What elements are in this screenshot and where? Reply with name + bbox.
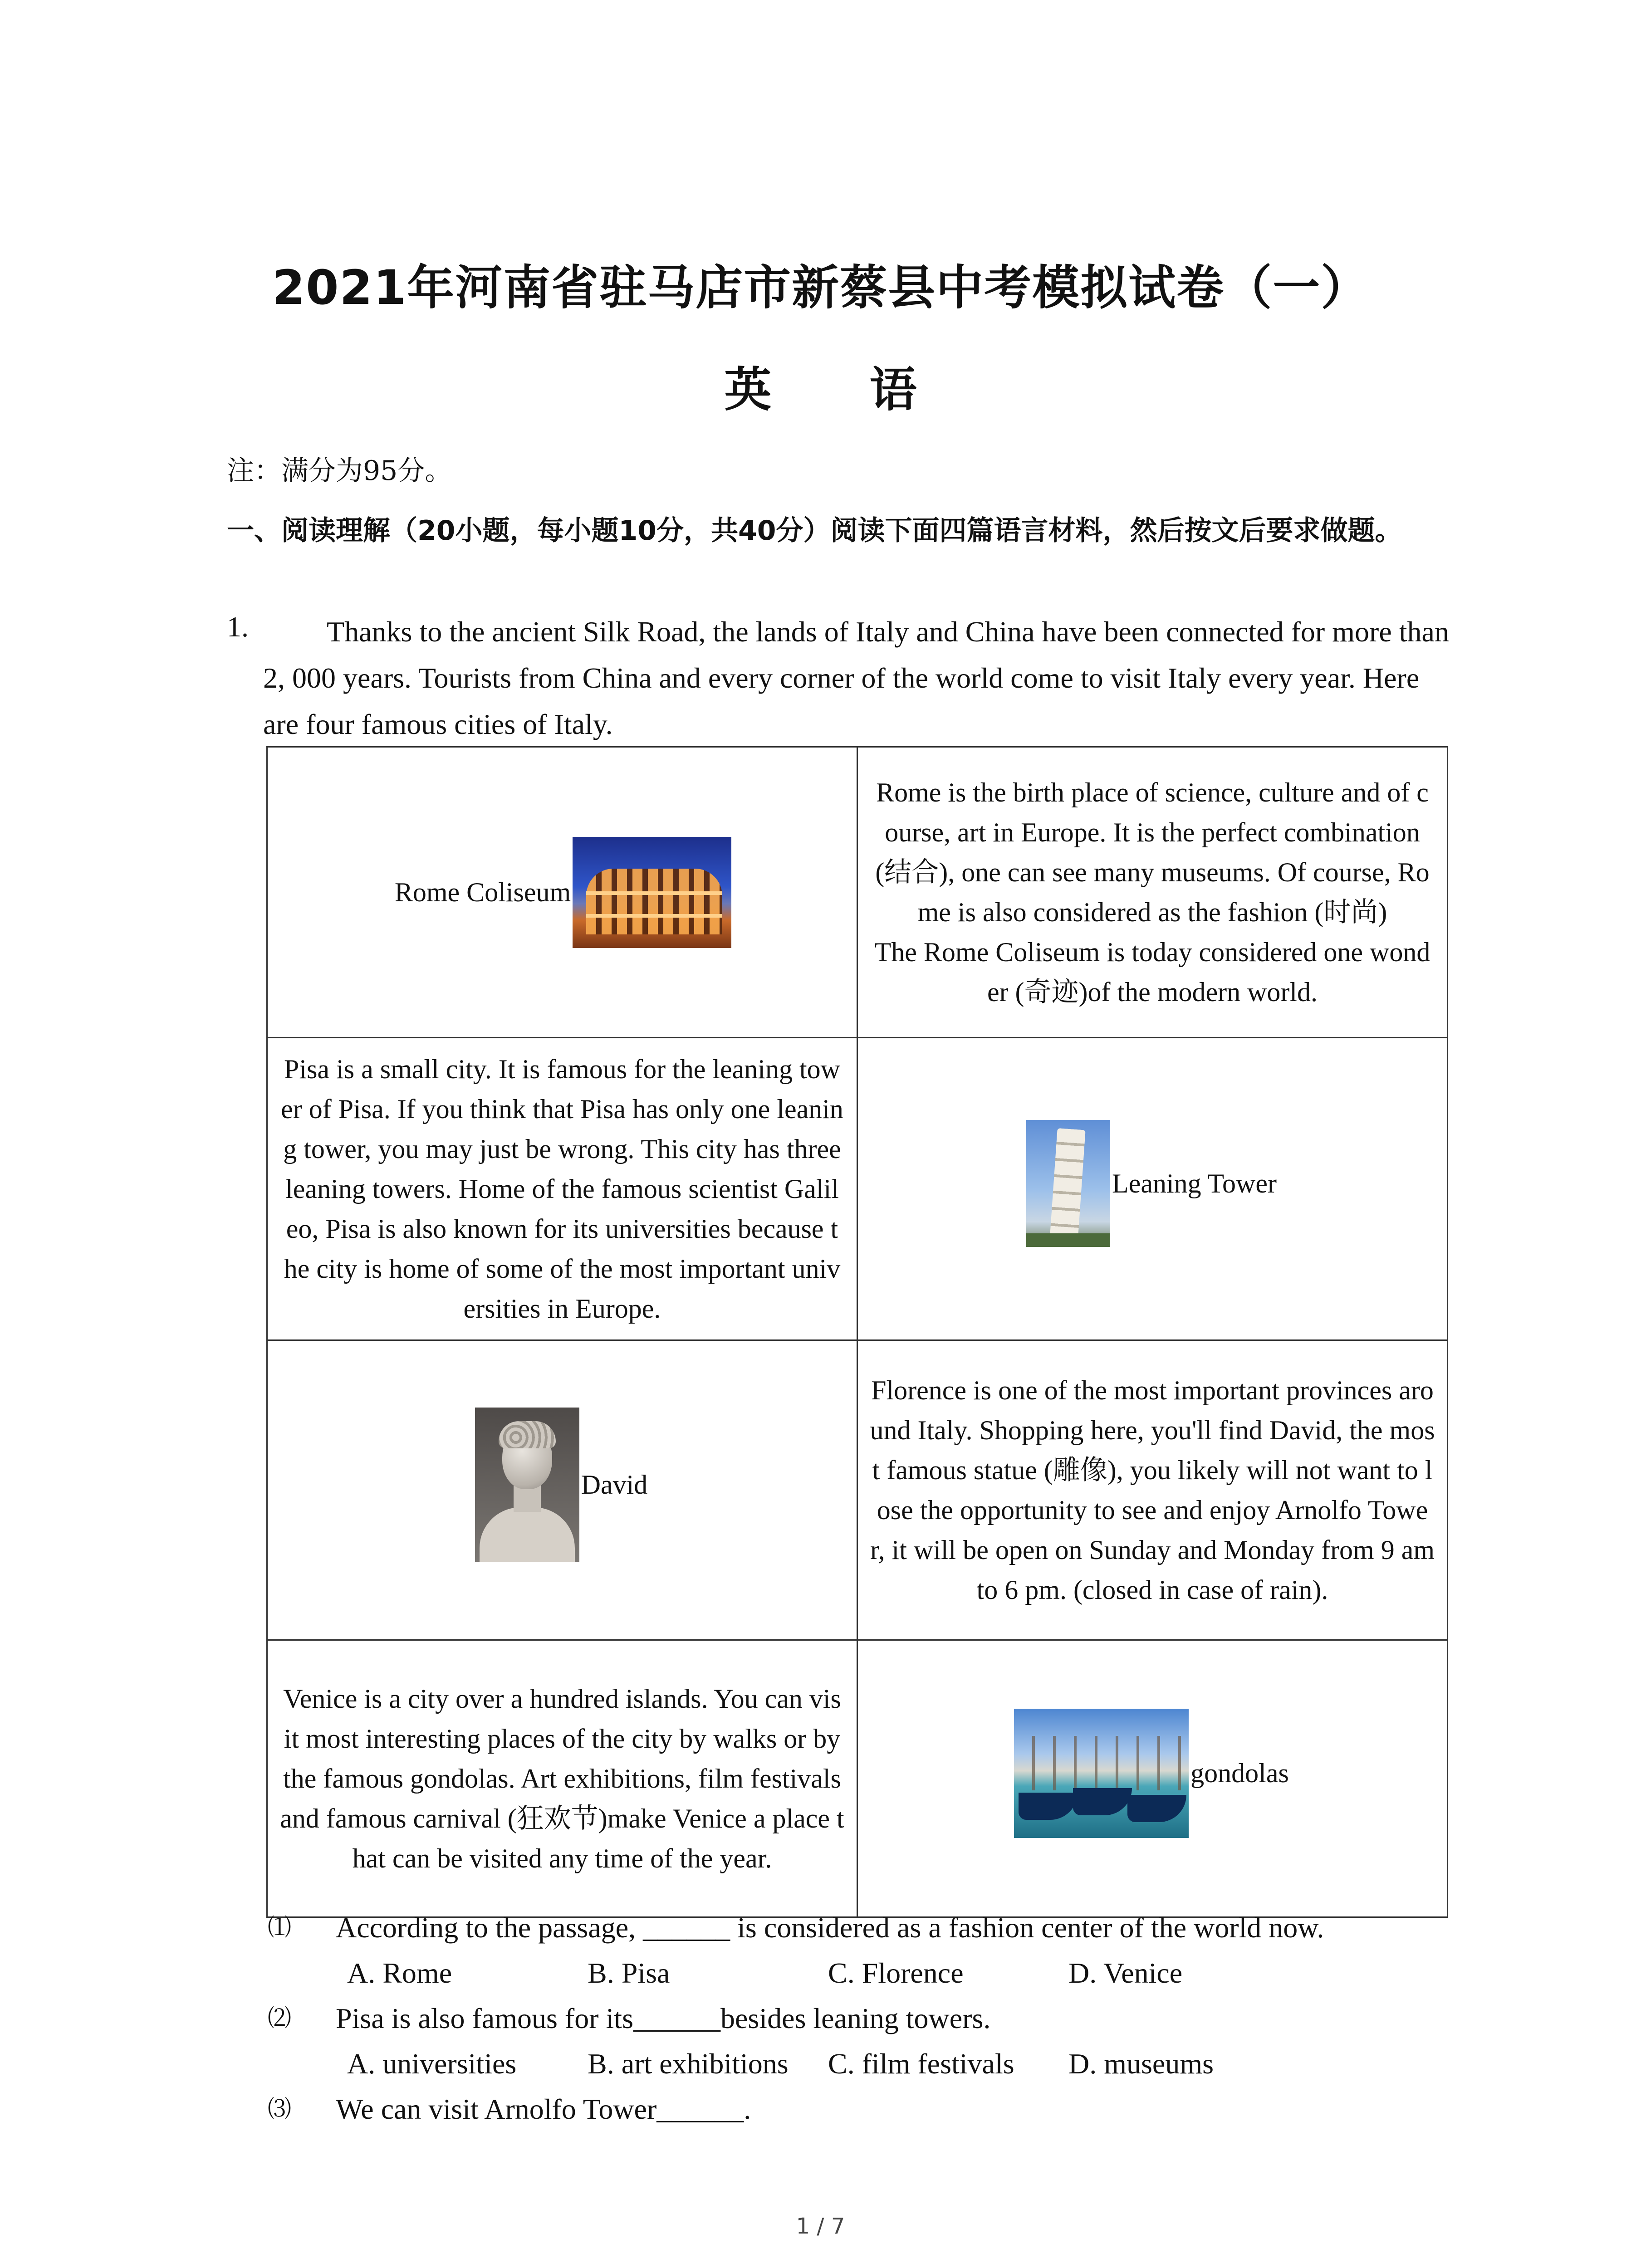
option-b: B. Pisa [588, 1957, 670, 1989]
exam-subject: 英 语 [724, 362, 958, 417]
passage-intro: Thanks to the ancient Silk Road, the lands of Italy and China have been connected for more than 2, 000 years. Tourists from China and every corner of the world come to visit Italy every year. Here are four famous cities of Italy. [263, 616, 1449, 740]
rome-caption: Rome Coliseum [394, 877, 571, 907]
question-number: 1. [227, 611, 249, 643]
option-a: A. universities [347, 2048, 517, 2080]
rome-text-cell [857, 747, 1448, 1038]
option-a: A. Rome [347, 1957, 452, 1989]
option-d: D. Venice [1068, 1957, 1183, 1989]
option-c: C. film festivals [828, 2048, 1014, 2080]
section-heading-reading: 一、阅读理解（20小题，每小题10分，共40分）阅读下面四篇语言材料，然后按文后要求做题。 [227, 515, 1402, 547]
score-note: 注：满分为95分。 [227, 455, 452, 487]
option-d: D. museums [1068, 2048, 1214, 2080]
coliseum-image [573, 837, 731, 948]
david-statue-image [475, 1408, 579, 1562]
gondolas-image [1014, 1709, 1189, 1838]
sub-question-stem: We can visit Arnolfo Tower______. [336, 2093, 751, 2125]
rome-image-cell [267, 747, 857, 1038]
venice-description: Venice is a city over a hundred islands. You can visit most interesting places of the city by walks or by the famous gondolas. Art exhibitions, film festivals and famous carnival (狂欢节)make Venice a place that can be visited any time of the year. [280, 1684, 844, 1873]
sub-question-stem: According to the passage, ______ is considered as a fashion center of the world now. [336, 1911, 1324, 1944]
option-c: C. Florence [828, 1957, 964, 1989]
venice-caption: gondolas [1190, 1758, 1289, 1788]
pisa-description: Pisa is a small city. It is famous for the leaning tower of Pisa. If you think that Pisa has only one leaning tower, you may just be wrong. This city has three leaning towers. Home of the famous scientist Galileo, Pisa is also known for its universities because the city is home of some of the most important universities in Europe. [281, 1054, 843, 1324]
venice-text-cell [267, 1640, 857, 1917]
pisa-caption: Leaning Tower [1112, 1168, 1277, 1198]
sub-question-number: ⑵ [268, 2005, 292, 2032]
florence-description: Florence is one of the most important provinces around Italy. Shopping here, you'll find David, the most famous statue (雕像), you likely will not want to lose the opportunity to see and enjoy Arnolfo Tower, it will be open on Sunday and Monday from 9 am to 6 pm. (closed in case of rain). [870, 1375, 1435, 1605]
rome-coliseum-description: The Rome Coliseum is today considered one wonder (奇迹)of the modern world. [874, 937, 1430, 1007]
sub-question-stem: Pisa is also famous for its______besides leaning towers. [336, 2002, 991, 2034]
pisa-image-cell [857, 1038, 1448, 1340]
page-number: 1 / 7 [796, 2214, 845, 2239]
sub-question-number: ⑶ [268, 2096, 292, 2123]
leaning-tower-image [1026, 1120, 1110, 1247]
florence-image-cell [267, 1340, 857, 1640]
florence-caption: David [581, 1470, 648, 1500]
florence-text-cell [857, 1340, 1448, 1640]
venice-image-cell [857, 1640, 1448, 1917]
cities-table [266, 746, 1448, 1918]
pisa-text-cell [267, 1038, 857, 1340]
rome-description: Rome is the birth place of science, culture and of course, art in Europe. It is the perfect combination (结合), one can see many museums. Of course, Rome is also considered as the fashion (时尚) [875, 777, 1430, 927]
option-b: B. art exhibitions [588, 2048, 789, 2080]
sub-question-number: ⑴ [268, 1914, 292, 1941]
exam-title: 2021年河南省驻马店市新蔡县中考模拟试卷（一） [272, 260, 1369, 315]
